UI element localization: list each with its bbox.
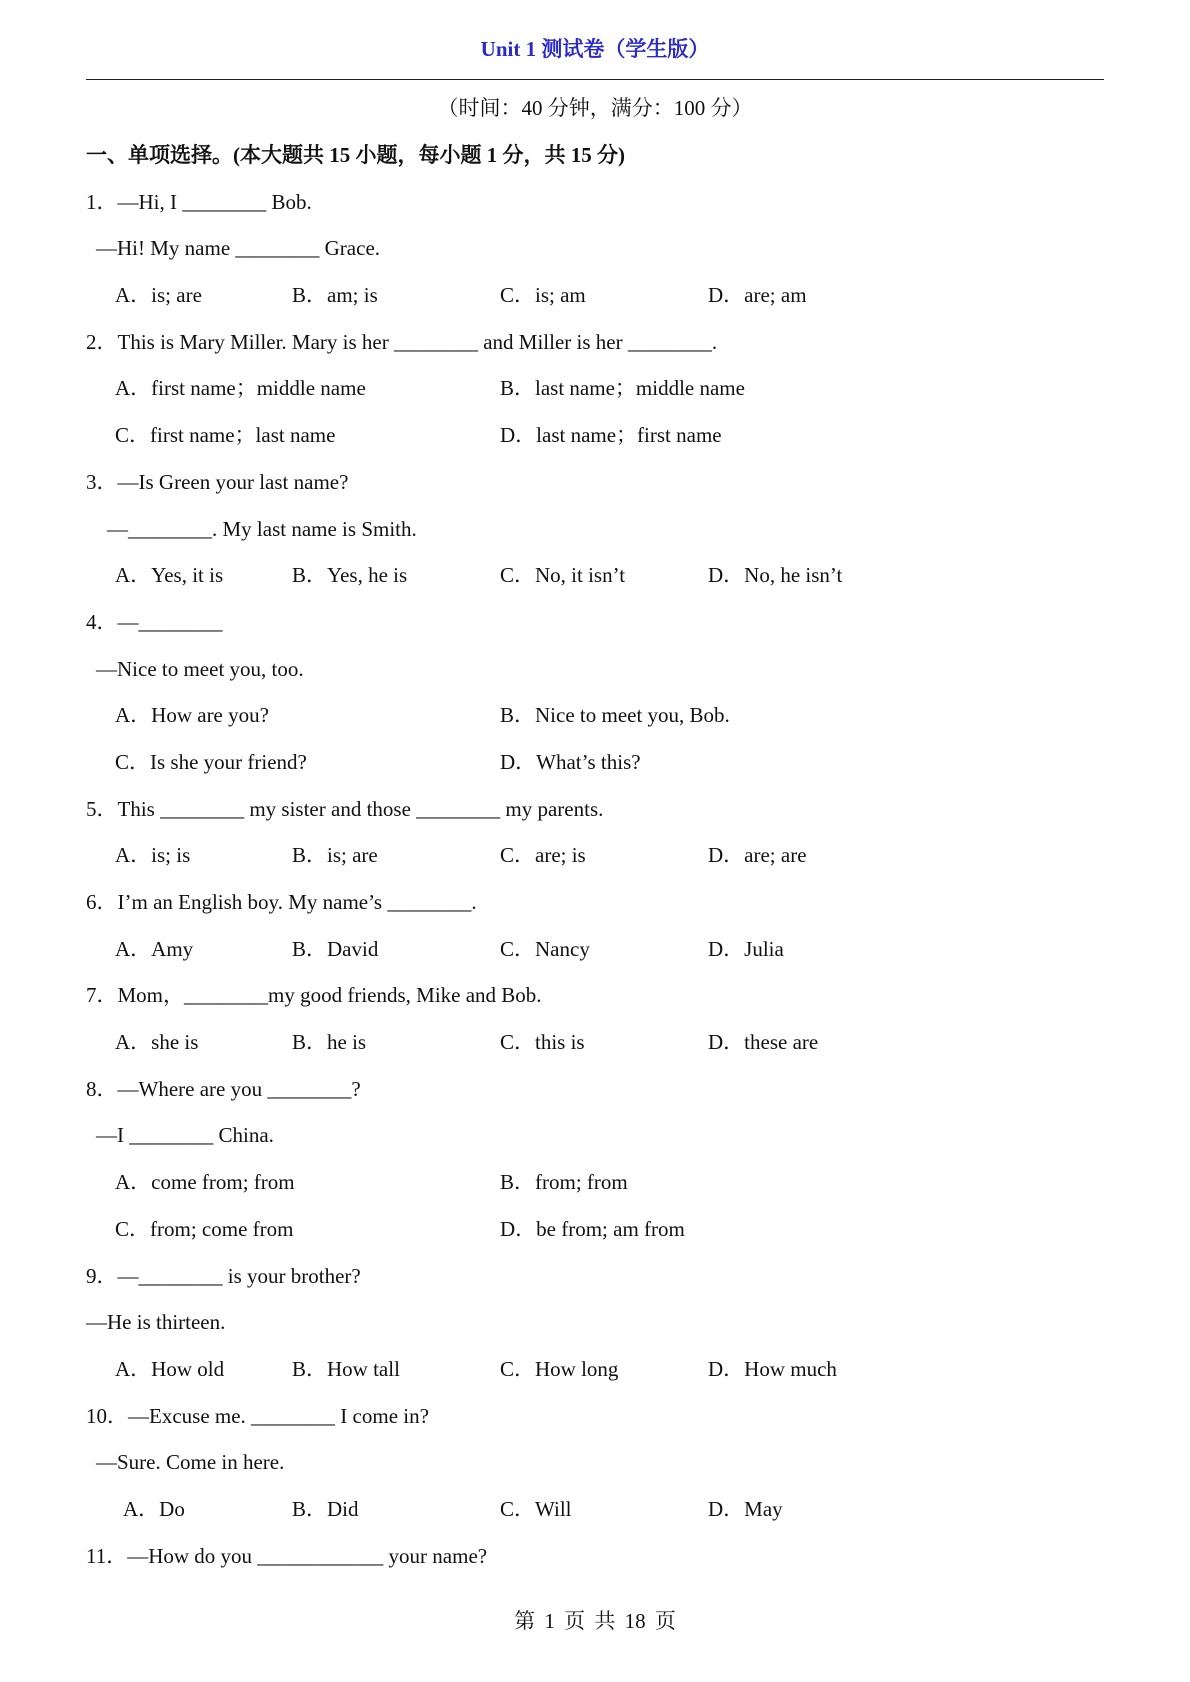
question-10-option-b: B．Did (292, 1496, 359, 1521)
question-2-option-b: B．last name；middle name (500, 376, 745, 401)
question-2-option-d: D．last name；first name (500, 423, 722, 448)
question-8-stem: 8．—Where are you ________? (86, 1076, 361, 1101)
question-6-option-a: A．Amy (115, 936, 194, 961)
question-3-option-c: C．No, it isn’t (500, 563, 626, 588)
question-8-option-a: A．come from; from (115, 1170, 295, 1195)
question-4-option-b: B．Nice to meet you, Bob. (500, 703, 730, 728)
question-3-reply: —________. My last name is Smith. (107, 516, 417, 541)
question-6-option-c: C．Nancy (500, 936, 590, 961)
question-9-option-a: A．How old (115, 1356, 225, 1381)
document-title: Unit 1 测试卷（学生版） (480, 37, 710, 61)
question-8-reply: —I ________ China. (96, 1123, 274, 1148)
question-5-option-b: B．is; are (292, 843, 378, 868)
question-10-option-c: C．Will (500, 1496, 572, 1521)
question-8-option-d: D．be from; am from (500, 1216, 685, 1241)
title-divider (86, 79, 1104, 80)
exam-time-and-score: （时间：40 分钟，满分：100 分） (437, 96, 753, 120)
question-10-reply: —Sure. Come in here. (96, 1450, 285, 1475)
question-1-stem: 1．—Hi, I ________ Bob. (86, 189, 312, 214)
question-9-option-b: B．How tall (292, 1356, 400, 1381)
question-3-stem: 3．—Is Green your last name? (86, 469, 349, 494)
question-10-option-d: D．May (708, 1496, 783, 1521)
question-4-reply: —Nice to meet you, too. (96, 656, 304, 681)
question-1-option-d: D．are; am (708, 283, 807, 308)
question-5-stem: 5．This ________ my sister and those ________ my parents. (86, 796, 604, 821)
page-number: 第 1 页 共 18 页 (514, 1609, 676, 1633)
question-7-option-c: C．this is (500, 1030, 585, 1055)
question-7-option-d: D．these are (708, 1030, 819, 1055)
question-1-option-b: B．am; is (292, 283, 378, 308)
question-2-option-c: C．first name；last name (115, 423, 336, 448)
question-9-option-c: C．How long (500, 1356, 619, 1381)
question-section (0, 132, 1190, 1579)
question-10-stem: 10．—Excuse me. ________ I come in? (86, 1403, 429, 1428)
question-8-option-c: C．from; come from (115, 1216, 294, 1241)
question-2-stem: 2．This is Mary Miller. Mary is her ________ and Miller is her ________. (86, 329, 718, 354)
question-6-option-d: D．Julia (708, 936, 784, 961)
question-4-stem: 4．—________ (86, 609, 223, 634)
question-8-option-b: B．from; from (500, 1170, 628, 1195)
question-3-option-a: A．Yes, it is (115, 563, 224, 588)
question-1-reply: —Hi! My name ________ Grace. (96, 236, 381, 261)
section-heading: 一、单项选择。(本大题共 15 小题，每小题 1 分，共 15 分) (86, 143, 625, 167)
question-3-option-b: B．Yes, he is (292, 563, 408, 588)
question-4-option-c: C．Is she your friend? (115, 749, 307, 774)
question-9-reply: —He is thirteen. (86, 1310, 226, 1335)
question-4-option-d: D．What’s this? (500, 749, 641, 774)
question-2-option-a: A．first name；middle name (115, 376, 366, 401)
question-9-stem: 9．—________ is your brother? (86, 1263, 361, 1288)
question-5-option-d: D．are; are (708, 843, 807, 868)
question-1-option-a: A．is; are (115, 283, 202, 308)
question-7-option-a: A．she is (115, 1030, 199, 1055)
question-10-option-a: A．Do (123, 1496, 185, 1521)
question-6-stem: 6．I’m an English boy. My name’s ________. (86, 890, 477, 914)
question-5-option-a: A．is; is (115, 843, 191, 868)
question-6-option-b: B．David (292, 936, 379, 961)
question-3-option-d: D．No, he isn’t (708, 563, 843, 588)
question-4-option-a: A．How are you? (115, 703, 269, 728)
question-11-stem: 11．—How do you ____________ your name? (86, 1543, 488, 1568)
question-9-option-d: D．How much (708, 1356, 837, 1381)
question-5-option-c: C．are; is (500, 843, 586, 868)
question-7-stem: 7．Mom，________my good friends, Mike and Bob. (86, 983, 542, 1008)
question-1-option-c: C．is; am (500, 283, 586, 308)
question-7-option-b: B．he is (292, 1030, 367, 1055)
